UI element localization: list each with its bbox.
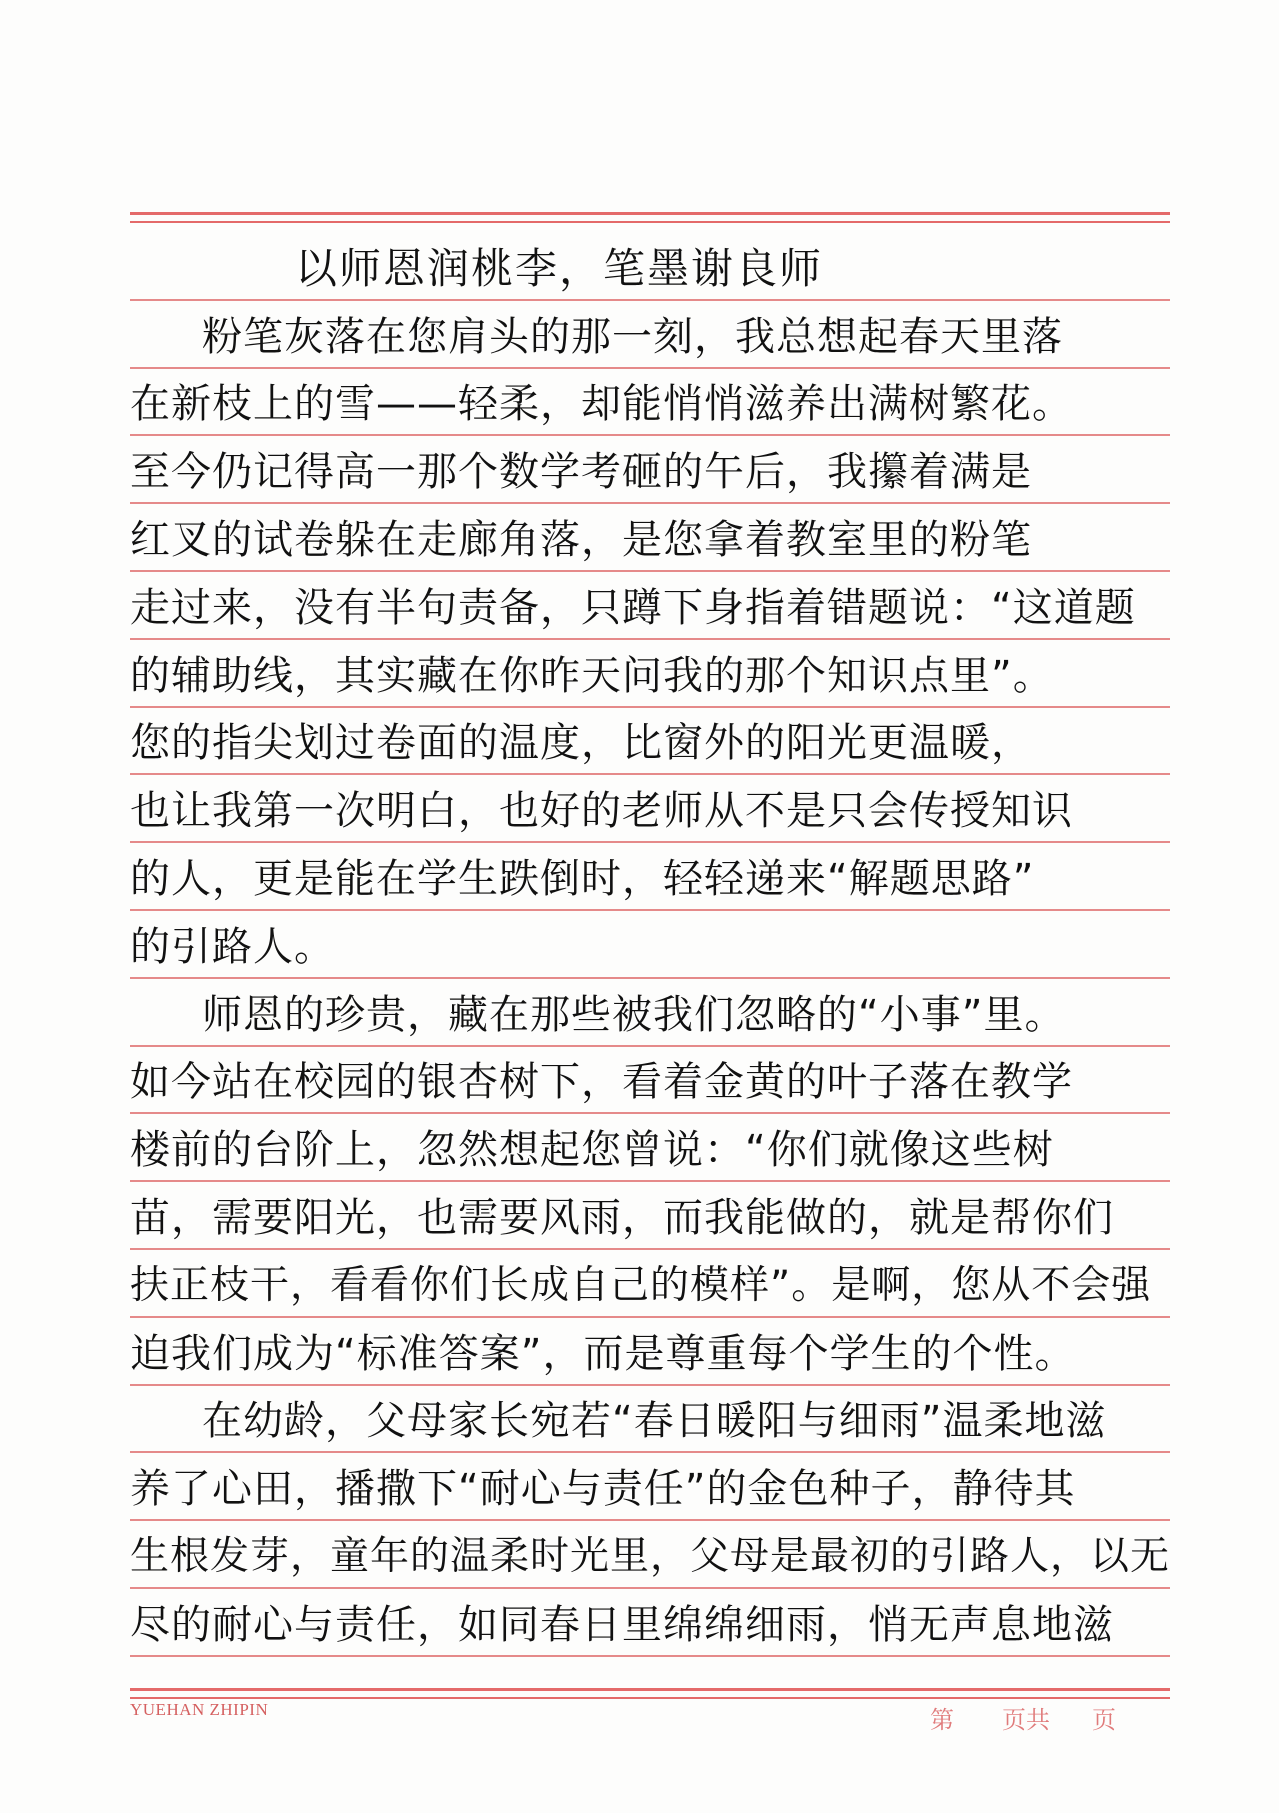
top-double-rule [130,212,1170,215]
text-line [130,1047,1170,1115]
line-text: 迫我们成为“标准答案”，而是尊重每个学生的个性。 [130,1330,1076,1377]
bottom-double-rule [130,1688,1170,1691]
line-text: 走过来，没有半句责备，只蹲下身指着错题说：“这道题 [130,584,1136,631]
top-double-rule-inner [130,221,1170,223]
text-line [130,1114,1170,1182]
line-text: 如今站在校园的银杏树下，看着金黄的叶子落在教学 [130,1059,1073,1106]
line-text: 师恩的珍贵，藏在那些被我们忽略的“小事”里。 [202,991,1066,1038]
page-prefix: 第 [930,1706,954,1734]
bottom-double-rule-inner [130,1697,1170,1699]
page-counter [930,1700,1116,1735]
line-text: 在幼龄，父母家长宛若“春日暖阳与细雨”温柔地滋 [202,1398,1107,1445]
line-text: 养了心田，播撒下“耐心与责任”的金色种子，静待其 [130,1466,1076,1513]
line-text: 红叉的试卷躲在走廊角落，是您拿着教室里的粉笔 [130,516,1032,563]
line-text: 的辅助线，其实藏在你昨天问我的那个知识点里”。 [130,652,1054,699]
line-text: 的引路人。 [130,923,335,970]
text-line [130,911,1170,979]
text-line [130,775,1170,843]
line-text: 也让我第一次明白，也好的老师从不是只会传授知识 [130,788,1073,835]
text-line [130,1453,1170,1521]
line-text: 的人，更是能在学生跌倒时，轻轻递来“解题思路” [130,855,1035,902]
line-text: 生根发芽，童年的温柔时光里，父母是最初的引路人，以无 [130,1533,1171,1579]
text-line [130,369,1170,437]
text-line [130,640,1170,708]
page-suffix: 页 [1092,1706,1116,1734]
line-text: 至今仍记得高一那个数学考砸的午后，我攥着满是 [130,449,1032,496]
ruled-lines [130,233,1170,1657]
text-line [130,1250,1170,1318]
line-text: 在新枝上的雪——轻柔，却能悄悄滋养出满树繁花。 [130,381,1073,428]
line-text: 扶正枝干，看看你们长成自己的模样”。是啊，您从不会强 [130,1262,1152,1308]
text-line [130,301,1170,369]
title-line [130,233,1170,301]
essay-title: 以师恩润桃李，笔墨谢良师 [295,243,824,293]
text-line [130,1318,1170,1386]
line-text: 粉笔灰落在您肩头的那一刻，我总想起春天里落 [202,313,1063,360]
text-line [130,843,1170,911]
text-line [130,1182,1170,1250]
text-line [130,979,1170,1047]
line-text: 您的指尖划过卷面的温度，比窗外的阳光更温暖， [130,720,1032,767]
text-line [130,572,1170,640]
text-line [130,1386,1170,1454]
page-middle: 页共 [1002,1706,1050,1734]
text-line [130,436,1170,504]
text-line [130,1589,1170,1657]
line-text: 楼前的台阶上，忽然想起您曾说：“你们就像这些树 [130,1127,1054,1174]
line-text: 尽的耐心与责任，如同春日里绵绵细雨，悄无声息地滋 [130,1601,1114,1648]
line-text: 苗，需要阳光，也需要风雨，而我能做的，就是帮你们 [130,1194,1114,1241]
text-line [130,1521,1170,1589]
text-line [130,708,1170,776]
brand-mark: YUEHAN ZHIPIN [130,1700,269,1719]
text-line [130,504,1170,572]
